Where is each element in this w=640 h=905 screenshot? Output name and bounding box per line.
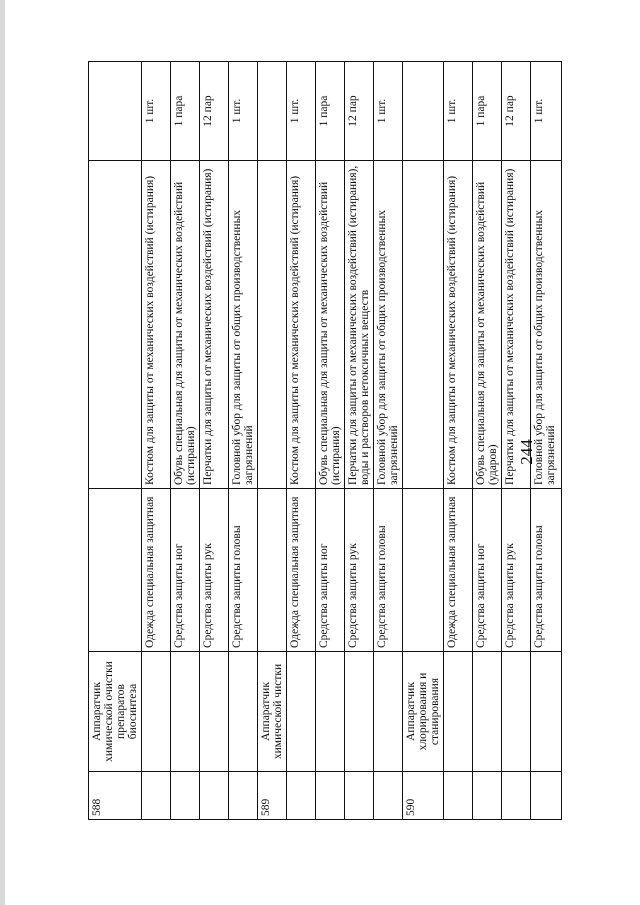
section-header-row — [403, 62, 444, 820]
table-row — [345, 62, 374, 820]
empty-cell — [531, 652, 562, 772]
empty-cell — [502, 652, 531, 772]
ppe-quantity: 1 пара — [316, 62, 345, 161]
ppe-type: Средства защиты головы — [531, 489, 562, 652]
ppe-item: Костюм для защиты от механических воздействий (истирания) — [287, 161, 316, 489]
empty-cell — [200, 772, 229, 820]
empty-cell — [287, 772, 316, 820]
table-row — [374, 62, 403, 820]
ppe-quantity: 1 шт. — [287, 62, 316, 161]
empty-cell — [316, 652, 345, 772]
ppe-item: Перчатки для защиты от механических воздействий (истирания) — [502, 161, 531, 489]
ppe-item: Костюм для защиты от механических воздействий (истирания) — [142, 161, 171, 489]
section-header-row — [258, 62, 287, 820]
empty-cell — [258, 62, 287, 161]
ppe-item: Перчатки для защиты от механических воздействий (истирания) — [200, 161, 229, 489]
ppe-item: Обувь специальная для защиты от механических воздействий (истирания) — [171, 161, 200, 489]
empty-cell — [142, 772, 171, 820]
table-row — [444, 62, 473, 820]
ppe-item: Костюм для защиты от механических воздействий (истирания) — [444, 161, 473, 489]
empty-cell — [444, 772, 473, 820]
table-row — [142, 62, 171, 820]
empty-cell — [89, 489, 142, 652]
table-row — [316, 62, 345, 820]
ppe-quantity: 1 шт. — [229, 62, 258, 161]
table-row — [473, 62, 502, 820]
empty-cell — [171, 652, 200, 772]
empty-cell — [316, 772, 345, 820]
empty-cell — [200, 652, 229, 772]
empty-cell — [374, 772, 403, 820]
table-row — [287, 62, 316, 820]
ppe-item: Головной убор для защиты от общих производственных загрязнений — [374, 161, 403, 489]
ppe-item: Обувь специальная для защиты от механических воздействий (ударов) — [473, 161, 502, 489]
ppe-quantity: 1 пара — [473, 62, 502, 161]
rotated-table-wrapper — [88, 62, 557, 820]
ppe-item: Головной убор для защиты от общих производственных загрязнений — [229, 161, 258, 489]
ppe-quantity: 1 шт. — [531, 62, 562, 161]
empty-cell — [171, 772, 200, 820]
empty-cell — [229, 652, 258, 772]
section-number: 588 — [89, 772, 142, 820]
ppe-quantity: 1 шт. — [374, 62, 403, 161]
ppe-quantity: 1 шт. — [142, 62, 171, 161]
table-row — [502, 62, 531, 820]
empty-cell — [374, 652, 403, 772]
table-row — [171, 62, 200, 820]
section-header-row — [89, 62, 142, 820]
ppe-type: Средства защиты ног — [171, 489, 200, 652]
ppe-quantity: 12 пар — [345, 62, 374, 161]
section-number: 589 — [258, 772, 287, 820]
profession-name: Аппаратчик хлорирования и станирования — [403, 652, 444, 772]
ppe-type: Средства защиты головы — [229, 489, 258, 652]
ppe-type: Одежда специальная защитная — [287, 489, 316, 652]
empty-cell — [89, 62, 142, 161]
table-row — [229, 62, 258, 820]
empty-cell — [444, 652, 473, 772]
table-row — [200, 62, 229, 820]
empty-cell — [502, 772, 531, 820]
empty-cell — [473, 652, 502, 772]
page-number: 244 — [517, 439, 536, 465]
ppe-quantity: 1 пара — [171, 62, 200, 161]
empty-cell — [473, 772, 502, 820]
ppe-type: Одежда специальная защитная — [444, 489, 473, 652]
ppe-type: Средства защиты головы — [374, 489, 403, 652]
empty-cell — [229, 772, 258, 820]
ppe-quantity: 12 пар — [200, 62, 229, 161]
ppe-quantity: 1 шт. — [444, 62, 473, 161]
empty-cell — [142, 652, 171, 772]
empty-cell — [403, 62, 444, 161]
empty-cell — [258, 489, 287, 652]
empty-cell — [258, 161, 287, 489]
ppe-type: Средства защиты ног — [316, 489, 345, 652]
ppe-item: Перчатки для защиты от механических воздействий (истирания), воды и растворов нетоксичных веществ — [345, 161, 374, 489]
ppe-quantity: 12 пар — [502, 62, 531, 161]
ppe-type: Средства защиты рук — [345, 489, 374, 652]
empty-cell — [531, 772, 562, 820]
ppe-norms-table — [88, 61, 562, 820]
profession-name: Аппаратчик химической очистки препаратов биосинтеза — [89, 652, 142, 772]
empty-cell — [345, 652, 374, 772]
ppe-item: Головной убор для защиты от общих производственных загрязнений — [531, 161, 562, 489]
profession-name: Аппаратчик химической чистки — [258, 652, 287, 772]
ppe-type: Средства защиты рук — [200, 489, 229, 652]
table-row — [531, 62, 562, 820]
ppe-type: Средства защиты ног — [473, 489, 502, 652]
ppe-type: Средства защиты рук — [502, 489, 531, 652]
section-number: 590 — [403, 772, 444, 820]
empty-cell — [403, 489, 444, 652]
scan-edge — [0, 0, 5, 905]
ppe-type: Одежда специальная защитная — [142, 489, 171, 652]
empty-cell — [345, 772, 374, 820]
empty-cell — [403, 161, 444, 489]
ppe-item: Обувь специальная для защиты от механических воздействий (истирания) — [316, 161, 345, 489]
empty-cell — [287, 652, 316, 772]
empty-cell — [89, 161, 142, 489]
